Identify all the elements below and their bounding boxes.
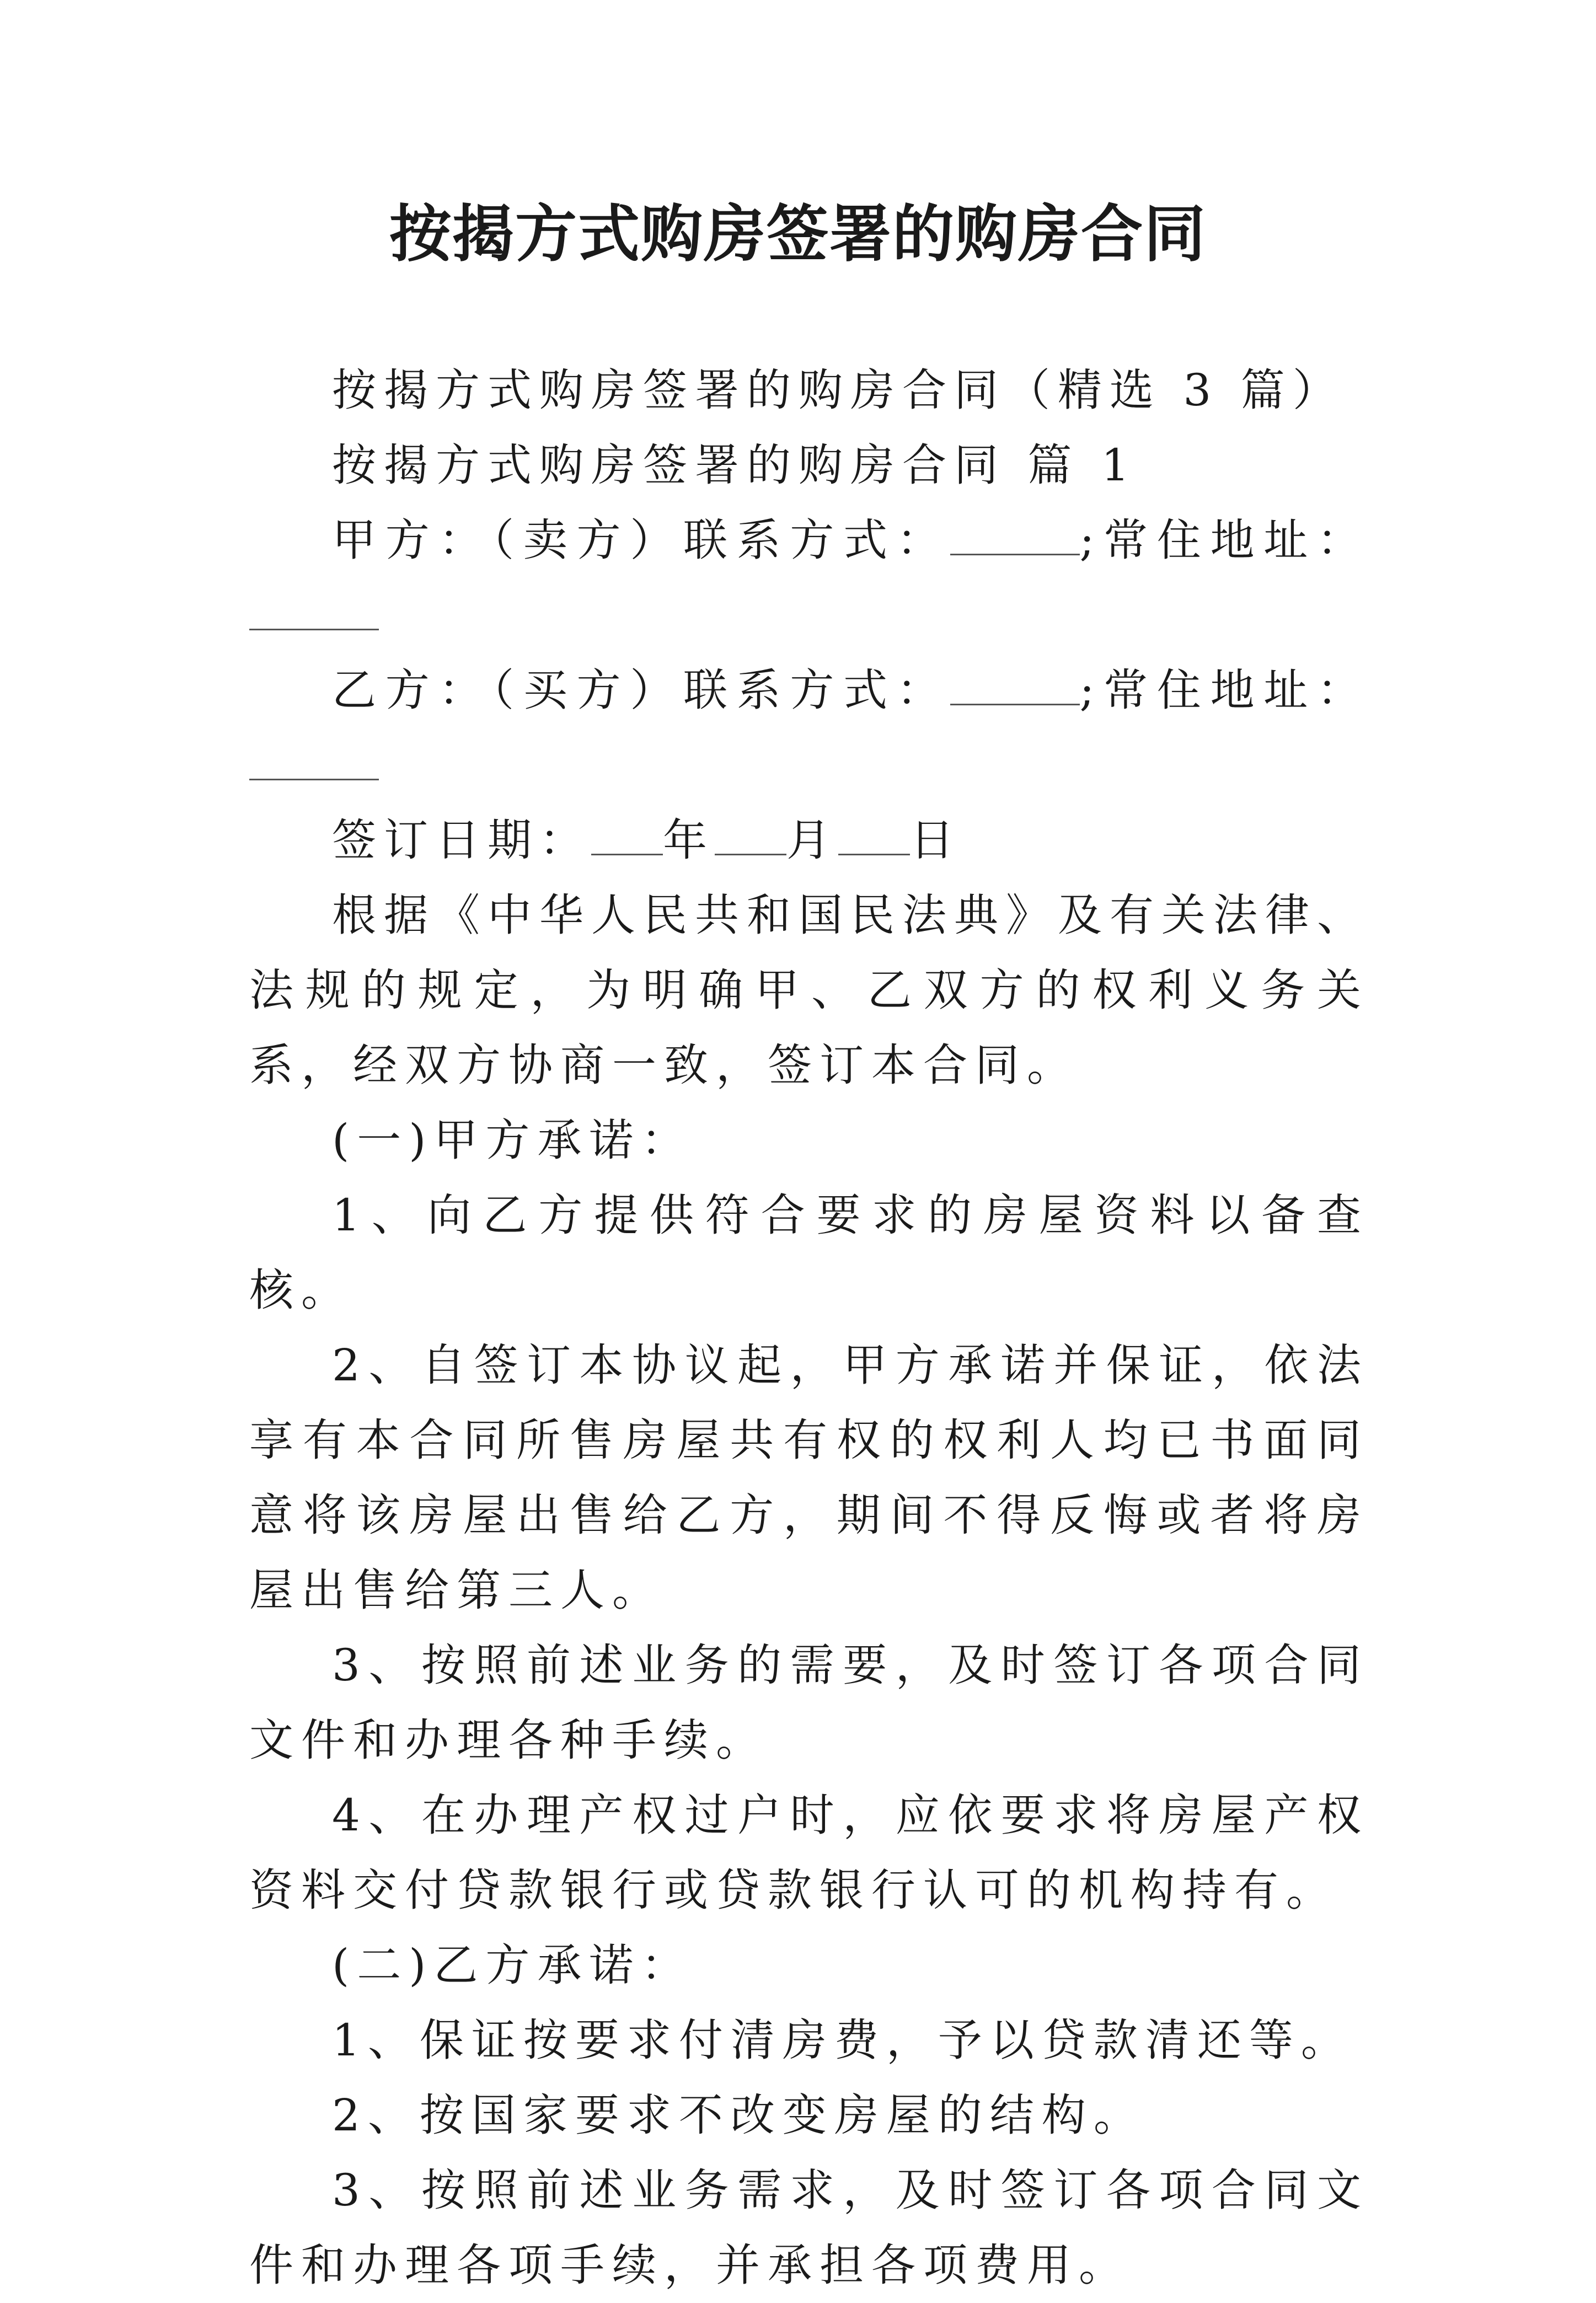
- party-b-commitments-heading: (二)乙方承诺：: [332, 1940, 693, 1991]
- party-a-line: [249, 503, 1369, 653]
- party-a-commitment-item: 4、在办理产权过户时，应依要求将房屋产权资料交付贷款银行或贷款银行认可的机构持有。: [249, 1790, 1369, 1916]
- party-b-contact-blank: [950, 665, 1080, 705]
- party-b-line: [249, 653, 1369, 803]
- year-blank: [591, 815, 663, 855]
- month-blank: [715, 815, 786, 855]
- party-a-commitment-item: 3、按照前述业务的需要，及时签订各项合同文件和办理各种手续。: [249, 1640, 1369, 1766]
- sign-date-label: 签订日期：: [332, 815, 591, 866]
- party-a-label: 甲方：（卖方）联系方式：: [332, 515, 950, 566]
- party-a-commitment-item: 1、向乙方提供符合要求的房屋资料以备查核。: [249, 1190, 1369, 1316]
- document-title: 按揭方式购房签署的购房合同: [389, 198, 1207, 270]
- sign-date-line: [249, 803, 1369, 878]
- party-a-contact-blank: [950, 515, 1080, 555]
- party-a-commitment-item: 2、自签订本协议起，甲方承诺并保证，依法享有本合同所售房屋共有权的权利人均已书面同意将该房屋出售给乙方，期间不得反悔或者将房屋出售给第三人。: [249, 1340, 1369, 1616]
- party-b-commitment-item: 3、按照前述业务需求，及时签订各项合同文件和办理各项手续，并承担各项费用。: [249, 2165, 1369, 2291]
- party-b-address-label: ;常住地址：: [1079, 665, 1369, 716]
- party-b-address-blank: [249, 740, 379, 780]
- party-a-address-blank: [249, 590, 379, 630]
- day-label: 日: [910, 815, 962, 866]
- year-label: 年: [663, 815, 715, 866]
- party-b-commitment-item: 1、保证按要求付清房费，予以贷款清还等。: [332, 2015, 1353, 2066]
- party-a-commitments-heading: (一)甲方承诺：: [332, 1115, 693, 1166]
- month-label: 月: [786, 815, 838, 866]
- day-blank: [838, 815, 910, 855]
- document-body: [249, 353, 1369, 2303]
- section-heading: 按揭方式购房签署的购房合同 篇 1: [332, 440, 1137, 491]
- intro-paragraph: 根据《中华人民共和国民法典》及有关法律、法规的规定，为明确甲、乙双方的权利义务关系，经双方协商一致，签订本合同。: [249, 890, 1369, 1091]
- party-a-address-label: ;常住地址：: [1079, 515, 1369, 566]
- subtitle: 按揭方式购房签署的购房合同（精选 3 篇）: [332, 365, 1345, 416]
- party-b-commitment-item: 2、按国家要求不改变房屋的结构。: [332, 2090, 1145, 2141]
- party-b-label: 乙方：（买方）联系方式：: [332, 665, 950, 716]
